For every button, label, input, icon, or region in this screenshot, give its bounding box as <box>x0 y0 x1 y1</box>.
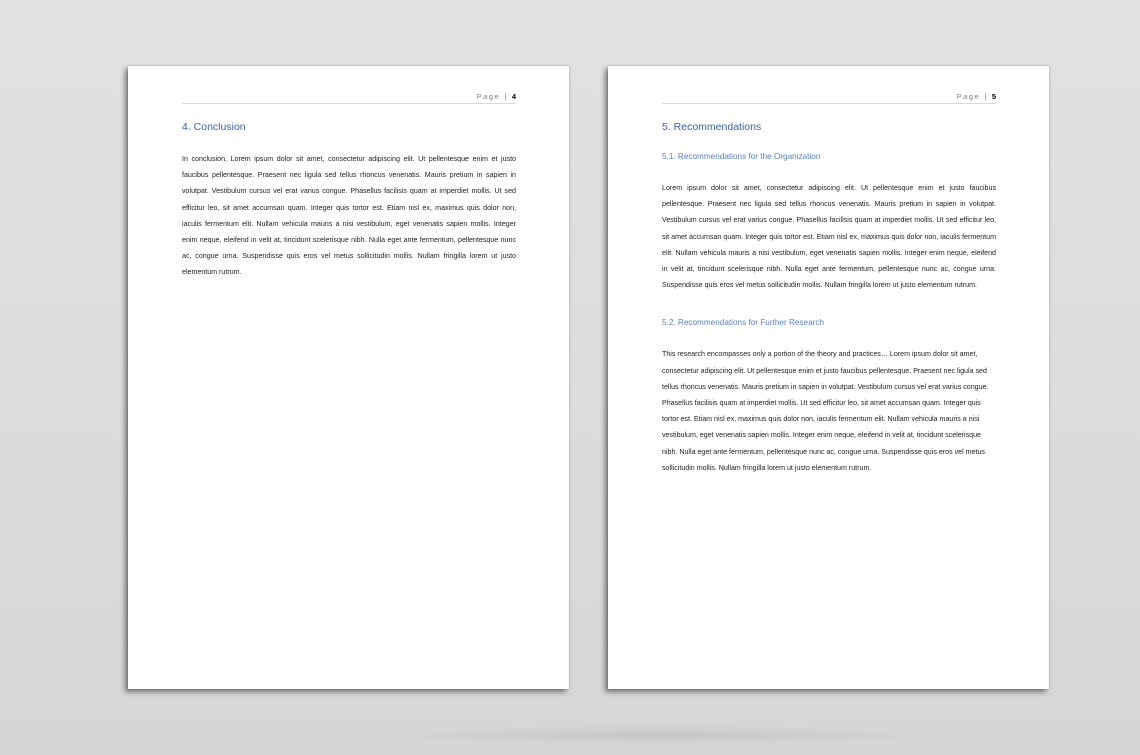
section-heading-conclusion: 4. Conclusion <box>182 121 246 133</box>
page-header <box>662 92 996 104</box>
page-header-separator: | <box>504 92 507 101</box>
page-header <box>182 92 516 104</box>
page-body <box>662 120 996 476</box>
page-header-separator: | <box>984 92 987 101</box>
document-page-4 <box>128 66 569 689</box>
conclusion-paragraph: In conclusion, Lorem ipsum dolor sit amet, consectetur adipiscing elit. Ut pellentesque enim et justo faucibus pellentesque. Praesent nec ligula sed tellus rhoncus venenatis. Mauris pretium in sapien in volutpat. Vestibulum cursus vel erat varius congue. Phasellus facilisis quam at imperdiet mollis. Ut sed efficitur leo, sit amet accumsan quam. Integer quis tortor est. Etiam nisl ex, maximus quis dolor non, iaculis fermentum elit. Nullam vehicula mauris a nisi vestibulum, eget venenatis sapien mollis. Integer enim neque, eleifend in velit at, tincidunt scelerisque nibh. Nulla eget ante fermentum, pellentesque nunc ac, congue urna. Suspendisse quis eros vel metus sollicitudin mollis. Nullam fringilla lorem ut justo elementum rutrum. <box>182 155 516 277</box>
subsection-heading-organization: 5.1. Recommendations for the Organization <box>662 152 821 161</box>
page-header-label: Page <box>956 92 980 101</box>
page-number: 4 <box>511 92 516 101</box>
floor-shadow <box>380 725 940 745</box>
document-page-5 <box>608 66 1049 689</box>
organization-paragraph: Lorem ipsum dolor sit amet, consectetur adipiscing elit. Ut pellentesque enim et justo faucibus pellentesque. Praesent nec ligula sed tellus rhoncus venenatis. Mauris pretium in sapien in volutpat. Vestibulum cursus vel erat varius congue. Phasellus facilisis quam at imperdiet mollis. Ut sed efficitur leo, sit amet accumsan quam. Integer quis tortor est. Etiam nisl ex, maximus quis dolor non, iaculis fermentum elit. Nullam vehicula mauris a nisi vestibulum, eget venenatis sapien mollis. Integer enim neque, eleifend in velit at, tincidunt scelerisque nibh. Nulla eget ante fermentum, pellentesque nunc ac, congue urna. Suspendisse quis eros vel metus sollicitudin mollis. Nullam fringilla lorem ut justo elementum rutrum. <box>662 184 996 290</box>
page-header-label: Page <box>476 92 500 101</box>
section-heading-recommendations: 5. Recommendations <box>662 121 762 133</box>
page-number: 5 <box>991 92 996 101</box>
subsection-heading-further-research: 5.2. Recommendations for Further Research <box>662 318 825 328</box>
further-research-paragraph: This research encompasses only a portion of the theory and practices… Lorem ipsum dolor sit amet, consectetur adipiscing elit. Ut pellentesque enim et justo faucibus pellentesque. Praesent nec ligula sed tellus rhoncus venenatis. Mauris pretium in sapien in volutpat. Vestibulum cursus vel erat varius congue. Phasellus facilisis quam at imperdiet mollis. Ut sed efficitur leo, sit amet accumsan quam. Integer quis tortor est. Etiam nisl ex, maximus quis dolor non, iaculis fermentum elit. Nullam vehicula mauris a nisi vestibulum, eget venenatis sapien mollis. Integer enim neque, eleifend in velit at, tincidunt scelerisque nibh. Nulla eget ante fermentum, pellentesque nunc ac, congue urna. Suspendisse quis eros vel metus sollicitudin mollis. Nullam fringilla lorem ut justo elementum rutrum. <box>662 350 989 472</box>
page-body <box>182 120 516 281</box>
